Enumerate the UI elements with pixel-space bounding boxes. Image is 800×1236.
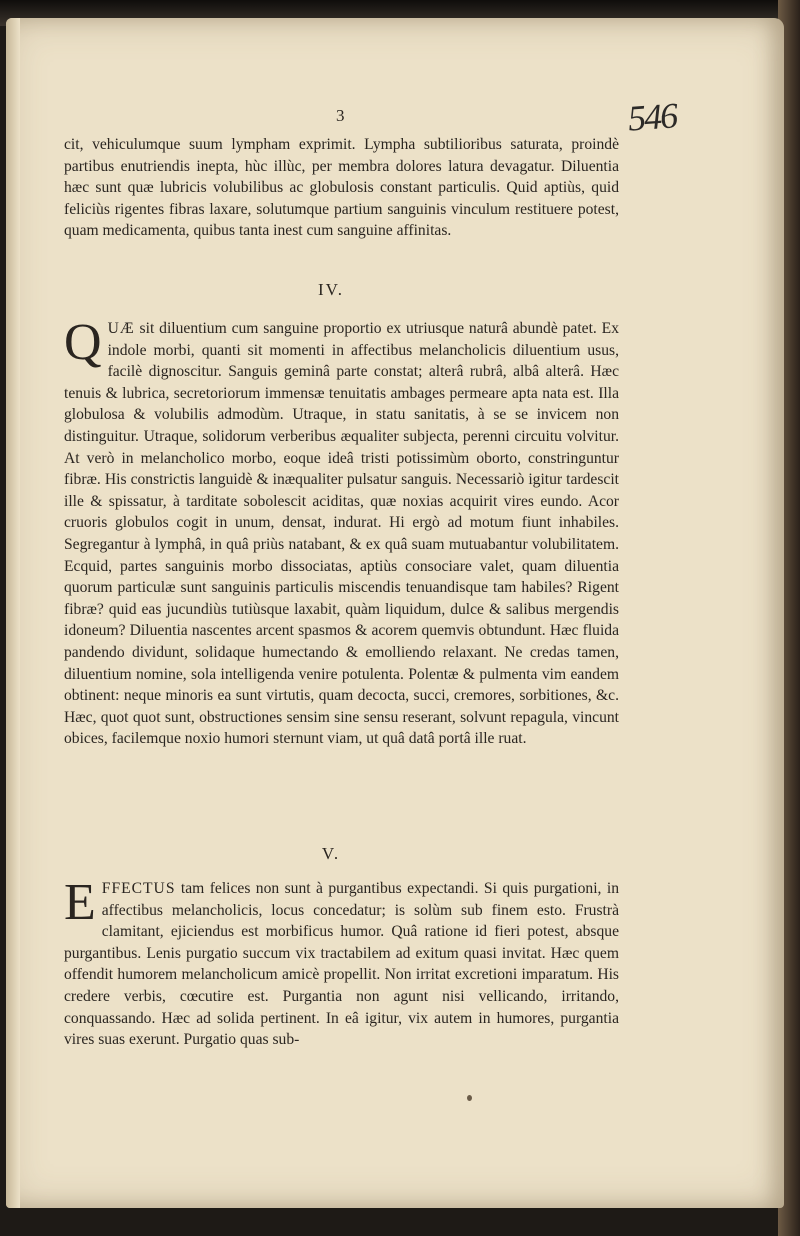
- book-page: [6, 18, 784, 1208]
- section-heading-iv: IV.: [318, 280, 344, 299]
- section-iv-text: sit diluentium cum sanguine proportio ex utriusque naturâ abundè patet. Ex indole morbi, quanti sit momenti in affectibus melancholicis diluentium usus, facilè dignoscitur. Sanguis geminâ parte constat; alterâ rubrâ, albâ alterâ. Hæc tenuis & lubrica, secretoriorum immensæ tenuitatis ambages permeare apta nata est. Illa globulosa & volubilis admodùm. Utraque, in statu sanitatis, à se se invicem non distinguitur. Utraque, solidorum verberibus æqualiter subjecta, perenni circuitu volvitur. At verò in melancholico morbo, eoque ideâ tristi potissimùm oborto, constringuntur fibræ. His constrictis languidè & inæqualiter pulsatur sanguis. Necessariò igitur tardescit ille & spissatur, à tarditate sobolescit aciditas, quæ noxias acquirit vires eundo. Acor cruoris globulos cogit in unum, densat, indurat. Hi ergò ad motum fiunt inhabiles. Segregantur à lymphâ, in quâ priùs natabant, & ex quâ suam mutuabantur volubilitatem. Ecquid, partes sanguinis morbo dissociatas, aptiùs consociare valet, quam diluentia quorum particulæ sunt sanguinis particulis miscendis tenuandisque tam habiles? Rigent fibræ? quid eas jucundiùs tutiùsque laxabit, quàm liquidum, dulce & salibus mergendis idoneum? Diluentia nascentes arcent spasmos & acorem quemvis obtundunt. Hæc fluida pandendo dividunt, solidaque humectando & emolliendo relaxant. Ne credas tamen, diluentium nomine, sola intelligenda venire potulenta. Polentæ & pulmenta vim eandem obtinent: neque minoris ea sunt virtutis, quam decocta, succi, cremores, sorbitiones, &c. Hæc, quot quot sunt, obstructiones sensim sine sensu reserant, solvunt repagula, vincunt obices, facilemque noxio humori sternunt viam, ut quâ datâ portâ ille ruat.: [64, 320, 619, 748]
- page-number: 3: [336, 106, 345, 125]
- section-iv-body: [64, 314, 619, 750]
- section-iv-lead: UÆ: [107, 320, 135, 337]
- paragraph-text: cit, vehiculumque suum lympham exprimit. Lympha subtilioribus saturata, proindè partibus enutriendis inepta, hùc illùc, per membra dolores latura devagatur. Diluentia hæc sunt quæ lubricis volubilibus ac globulosis constant particulis. Quid aptiùs, quid feliciùs rigentes fibras laxare, solutumque partium sanguinis vinculum restituere potest, quam medicamenta, quibus tanta inest cum sanguine affinitas.: [64, 136, 619, 240]
- section-v-text: tam felices non sunt à purgantibus expectandi. Si quis purgationi, in affectibus melancholicis, locus concedatur; is solùm sub finem esto. Frustrà clamitant, ejiciendus est morbificus humor. Quâ ratione id fieri potest, absque purgantibus. Lenis purgatio succum vix tractabilem ad exitum quasi invitat. Hæc quem offendit humorem melancholicum amicè propellit. Non irritat excretioni imparatum. His credere verbis, cœcutire est. Purgantia non agunt nisi vellicando, irritando, conquassando. Hæc ad solida pertinent. In eâ igitur, vix autem in humores, purgantia vires suas exerunt. Purgatio quas sub-: [64, 880, 619, 1049]
- paragraph-continuation: [64, 134, 619, 242]
- drop-cap-e: E: [64, 874, 96, 931]
- page-gutter: [6, 18, 20, 1208]
- section-v-lead: FFECTUS: [101, 880, 176, 897]
- section-v-paragraph: [64, 874, 619, 1051]
- section-v-body: [64, 874, 619, 1051]
- ink-spot: [467, 1095, 472, 1101]
- section-iv-paragraph: [64, 314, 619, 750]
- drop-cap-q: Q: [64, 314, 102, 371]
- handwritten-shelf-mark: 546: [626, 95, 678, 139]
- section-heading-v: V.: [321, 844, 341, 863]
